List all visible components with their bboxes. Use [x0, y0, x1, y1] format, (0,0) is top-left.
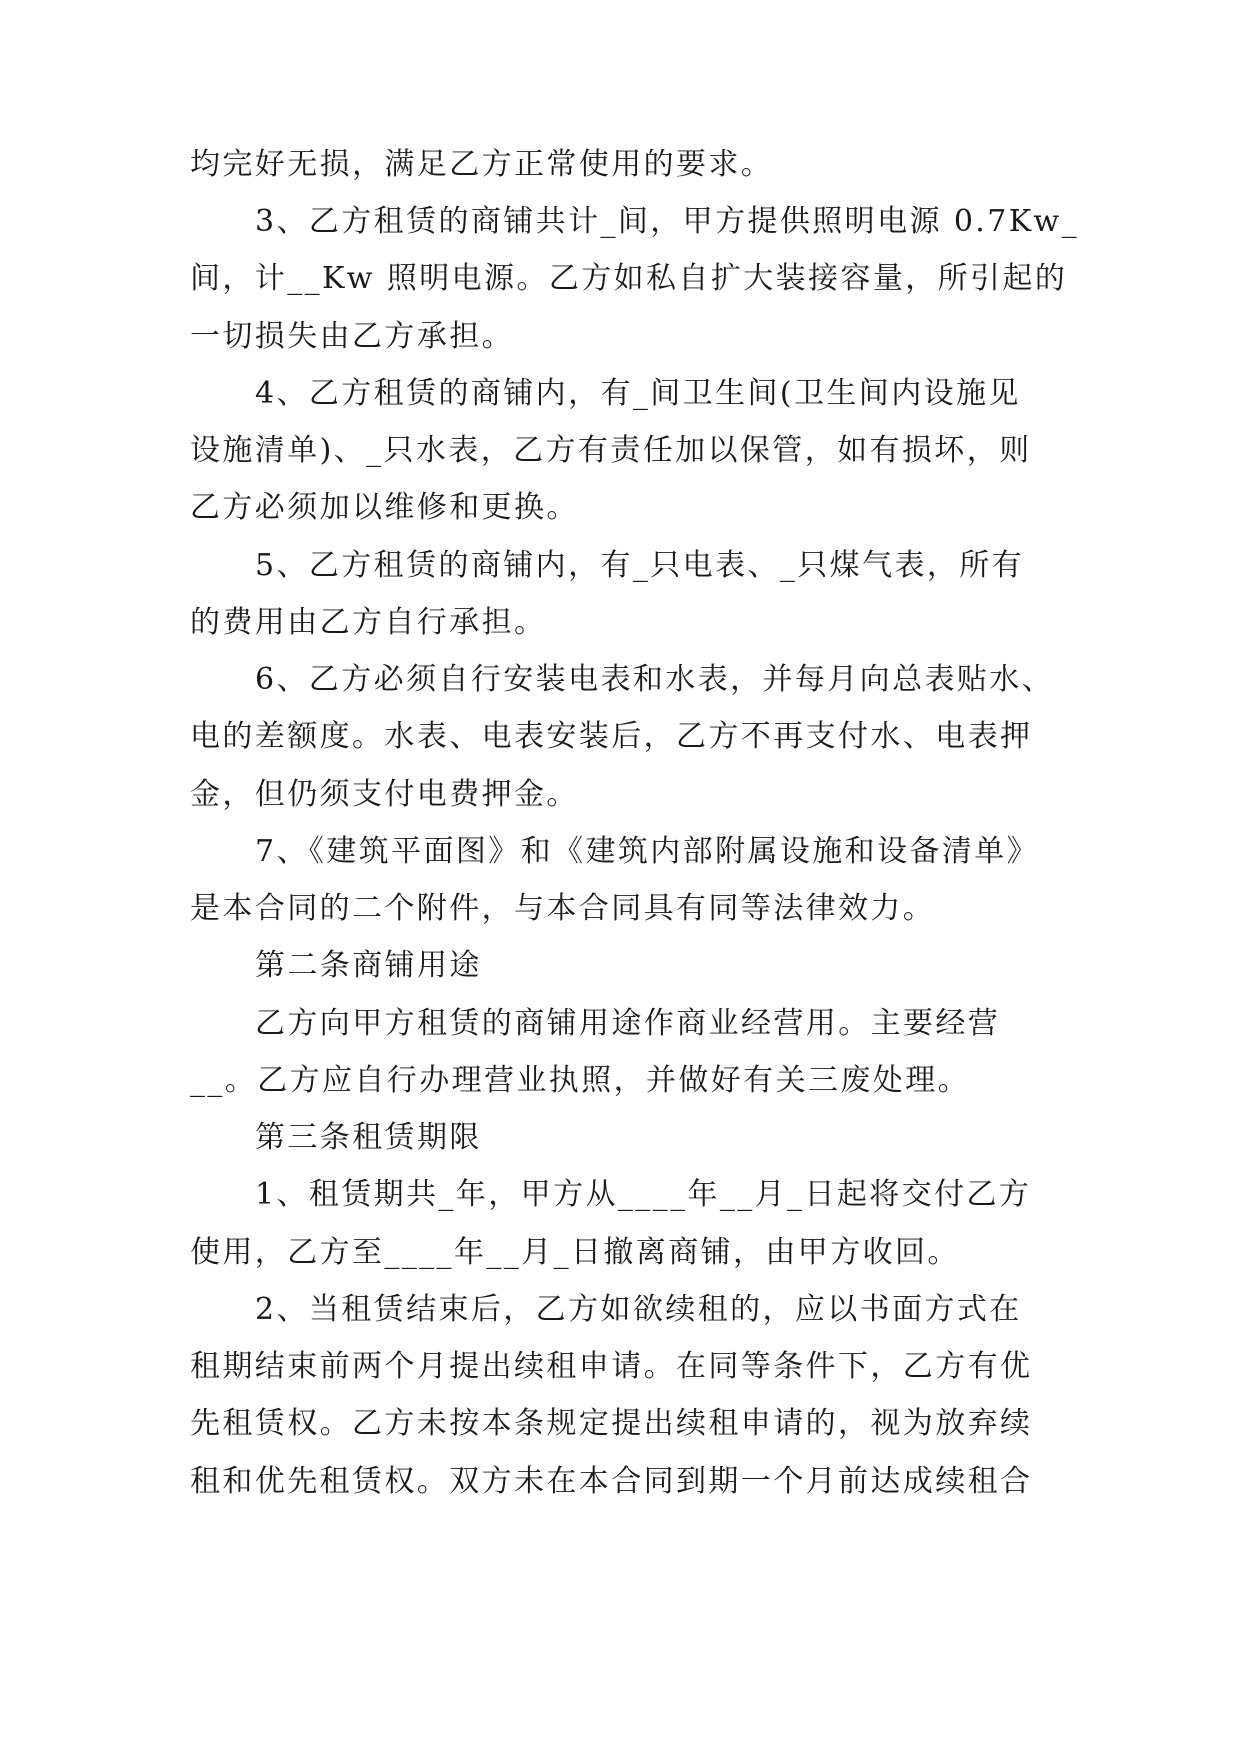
text-line: 是本合同的二个附件，与本合同具有同等法律效力。 [190, 891, 936, 926]
text-line: 乙方向甲方租赁的商铺用途作商业经营用。主要经营 [255, 1006, 1001, 1041]
text-line: 电的差额度。水表、电表安装后，乙方不再支付水、电表押 [190, 719, 1033, 754]
text-line: 使用，乙方至____年__月_日撤离商铺，由甲方收回。 [190, 1235, 960, 1270]
text-line: 1、租赁期共_年，甲方从____年__月_日起将交付乙方 [255, 1177, 1032, 1212]
text-line: 5、乙方租赁的商铺内，有_只电表、_只煤气表，所有 [255, 548, 1025, 583]
text-line: 设施清单)、_只水表，乙方有责任加以保管，如有损坏，则 [190, 433, 1032, 468]
text-line: 3、乙方租赁的商铺共计_间，甲方提供照明电源 0.7Kw_ [255, 204, 1080, 239]
text-line: 7、《建筑平面图》和《建筑内部附属设施和设备清单》 [255, 834, 1040, 869]
text-line: 6、乙方必须自行安装电表和水表，并每月向总表贴水、 [255, 662, 1055, 697]
text-line: 租和优先租赁权。双方未在本合同到期一个月前达成续租合 [190, 1464, 1033, 1499]
text-line: 先租赁权。乙方未按本条规定提出续租申请的，视为放弃续 [190, 1406, 1033, 1441]
text-line: 租期结束前两个月提出续租申请。在同等条件下，乙方有优 [190, 1349, 1033, 1384]
text-line: 2、当租赁结束后，乙方如欲续租的，应以书面方式在 [255, 1292, 1022, 1327]
text-line: 4、乙方租赁的商铺内，有_间卫生间(卫生间内设施见 [255, 376, 1021, 411]
section-heading: 第二条商铺用途 [255, 948, 482, 983]
text-line: __。乙方应自行办理营业执照，并做好有关三废处理。 [190, 1063, 970, 1098]
text-line: 金，但仍须支付电费押金。 [190, 777, 579, 812]
text-line: 乙方必须加以维修和更换。 [190, 490, 579, 525]
text-line: 间，计__Kw 照明电源。乙方如私自扩大装接容量，所引起的 [190, 261, 1068, 296]
section-heading: 第三条租赁期限 [255, 1120, 482, 1155]
text-line: 一切损失由乙方承担。 [190, 319, 514, 354]
text-line: 均完好无损，满足乙方正常使用的要求。 [190, 147, 774, 182]
text-line: 的费用由乙方自行承担。 [190, 605, 547, 640]
